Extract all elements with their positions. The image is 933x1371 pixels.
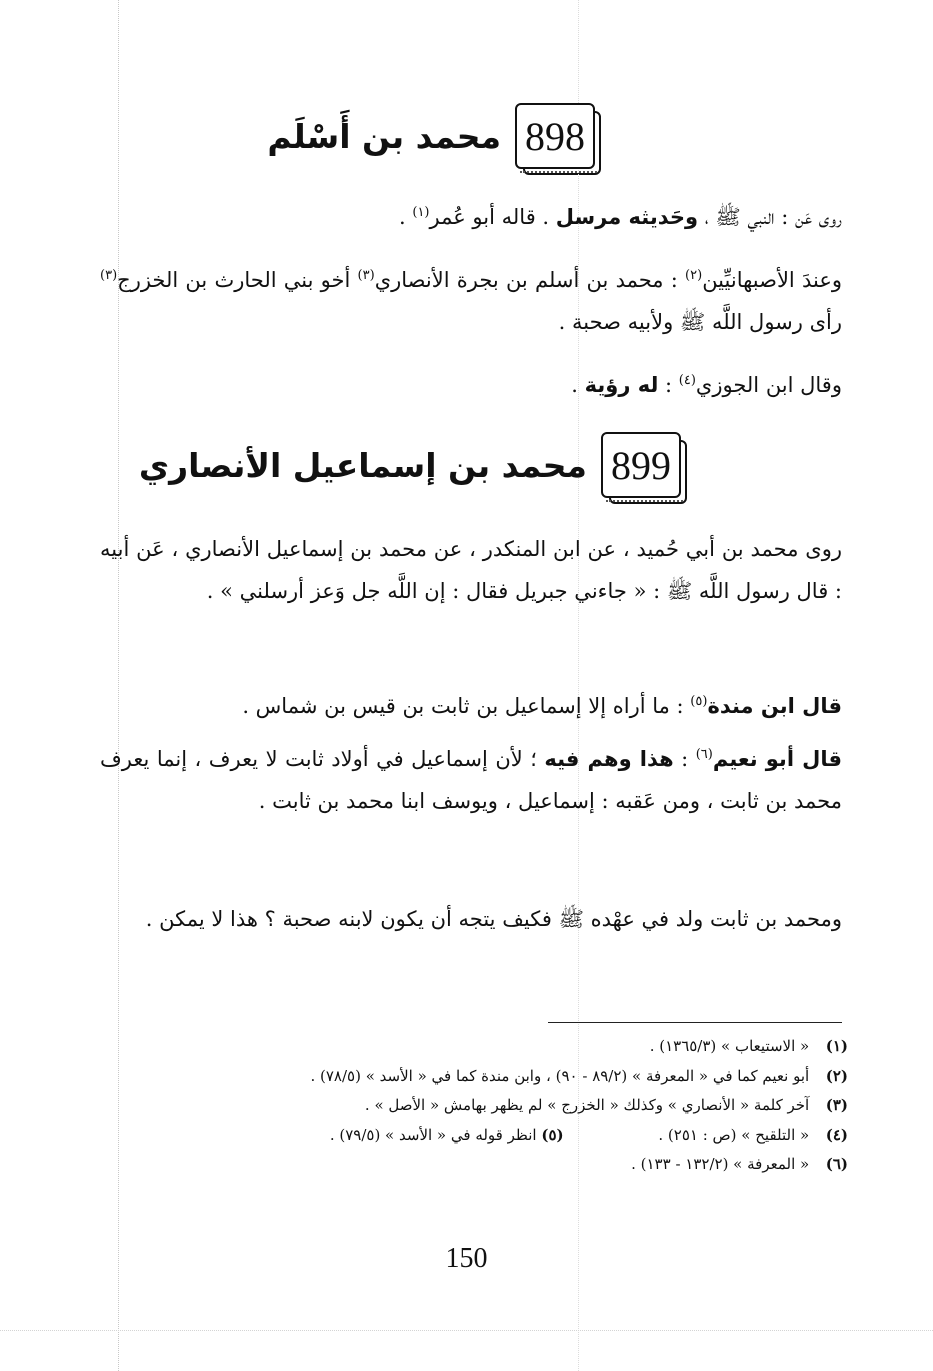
footnote-number: (٥): [541, 1125, 564, 1144]
entry-title: محمد بن إسماعيل الأنصاري: [138, 445, 587, 485]
footnote: [120, 1150, 848, 1180]
footnote: [120, 1062, 848, 1092]
footnote-text: انظر قوله في « الأسد » (٧٩/٥) .: [329, 1125, 537, 1144]
footnote-marker: (٦): [695, 747, 713, 762]
bold-phrase: له رؤية: [584, 373, 659, 397]
scan-guide-line: [0, 1330, 933, 1331]
footnote-marker: (٣): [357, 268, 375, 283]
footnote-text: « المعرفة » (١٣٢/٢ - ١٣٣) .: [631, 1155, 810, 1173]
entry-paragraph: [100, 196, 842, 238]
text-run: وعندَ الأصبهانيِّين: [702, 268, 842, 292]
text-run: روى عَن : النبي ﷺ ،: [698, 205, 842, 229]
text-run: رأى رسول اللَّه ﷺ ولأبيه صحبة .: [558, 310, 842, 334]
bold-phrase: قال أبو نعيم: [712, 747, 842, 771]
entry-paragraph: [100, 898, 842, 940]
footnote: [120, 1121, 848, 1151]
footnote-marker: (١): [412, 205, 430, 220]
entry-heading-899: [139, 432, 681, 498]
footnote-marker: (٢): [685, 268, 703, 283]
text-run: . قاله أبو عُمر: [429, 205, 556, 229]
entry-paragraph: [100, 364, 842, 406]
text-run: .: [399, 205, 413, 229]
text-run: أخو بني الحارث بن الخزرج: [117, 268, 358, 292]
footnote-number: (٣): [825, 1096, 848, 1114]
entry-paragraph: [100, 528, 842, 612]
text-run: روى محمد بن أبي حُميد ، عن ابن المنكدر ، عن محمد بن إسماعيل الأنصاري ، عَن أبيه : قال رسول اللَّه ﷺ : « جاءني جبريل فقال : إن اللَّه جل وَعز أرسلني » .: [100, 537, 842, 603]
footnote-marker: (٥): [690, 694, 708, 709]
bold-phrase: قال ابن مندة: [707, 694, 842, 718]
footnote-number: (٤): [825, 1125, 848, 1144]
page-number: 150: [445, 1243, 488, 1274]
entry-paragraph: [100, 738, 842, 822]
text-run: .: [571, 373, 585, 397]
entry-number-box: 899: [601, 432, 681, 498]
text-run: : ما أراه إلا إسماعيل بن ثابت بن قيس بن شماس .: [242, 694, 691, 718]
footnote: [120, 1032, 848, 1062]
entry-paragraph: [100, 259, 842, 343]
footnote-text: « التلقيح » (ص : ٢٥١) .: [658, 1125, 810, 1144]
footnote-text: أبو نعيم كما في « المعرفة » (٨٩/٢ - ٩٠) ، وابن مندة كما في « الأسد » (٧٨/٥) .: [310, 1066, 810, 1085]
entry-paragraph: [100, 685, 842, 727]
footnote-separator: [548, 1022, 842, 1023]
footnote-number: (١): [825, 1037, 848, 1055]
footnote-marker: (٣): [100, 268, 118, 283]
text-run: :: [658, 373, 679, 397]
footnote-number: (٢): [825, 1066, 848, 1085]
entry-title: محمد بن أَسْلَم: [267, 116, 501, 156]
footnote-text: آخر كلمة « الأنصاري » وكذلك « الخزرج » لم يظهر بهامش « الأصل » .: [364, 1096, 810, 1114]
entry-heading-898: [267, 103, 595, 169]
entry-number-box: 898: [515, 103, 595, 169]
text-run: ومحمد بن ثابت ولد في عهْده ﷺ فكيف يتجه أن يكون لابنه صحبة ؟ هذا لا يمكن .: [145, 907, 842, 931]
text-run: :: [673, 747, 696, 771]
footnote: [120, 1091, 848, 1121]
footnotes: [120, 1032, 848, 1180]
text-run: ؛ لأن إسماعيل في أولاد ثابت لا يعرف ، إنما يعرف محمد بن ثابت ، ومن عَقبه : إسماعيل ، ويوسف ابنا محمد بن ثابت .: [100, 747, 842, 813]
bold-phrase: هذا وهم فيه: [544, 747, 674, 771]
footnote-text: « الاستيعاب » (١٣٦٥/٣) .: [649, 1037, 810, 1055]
footnote-marker: (٤): [678, 373, 696, 388]
text-run: وقال ابن الجوزي: [695, 373, 842, 397]
text-run: : محمد بن أسلم بن بجرة الأنصاري: [374, 268, 686, 292]
footnote-number: (٦): [825, 1155, 848, 1173]
bold-phrase: وحَديثه مرسل: [555, 205, 699, 229]
